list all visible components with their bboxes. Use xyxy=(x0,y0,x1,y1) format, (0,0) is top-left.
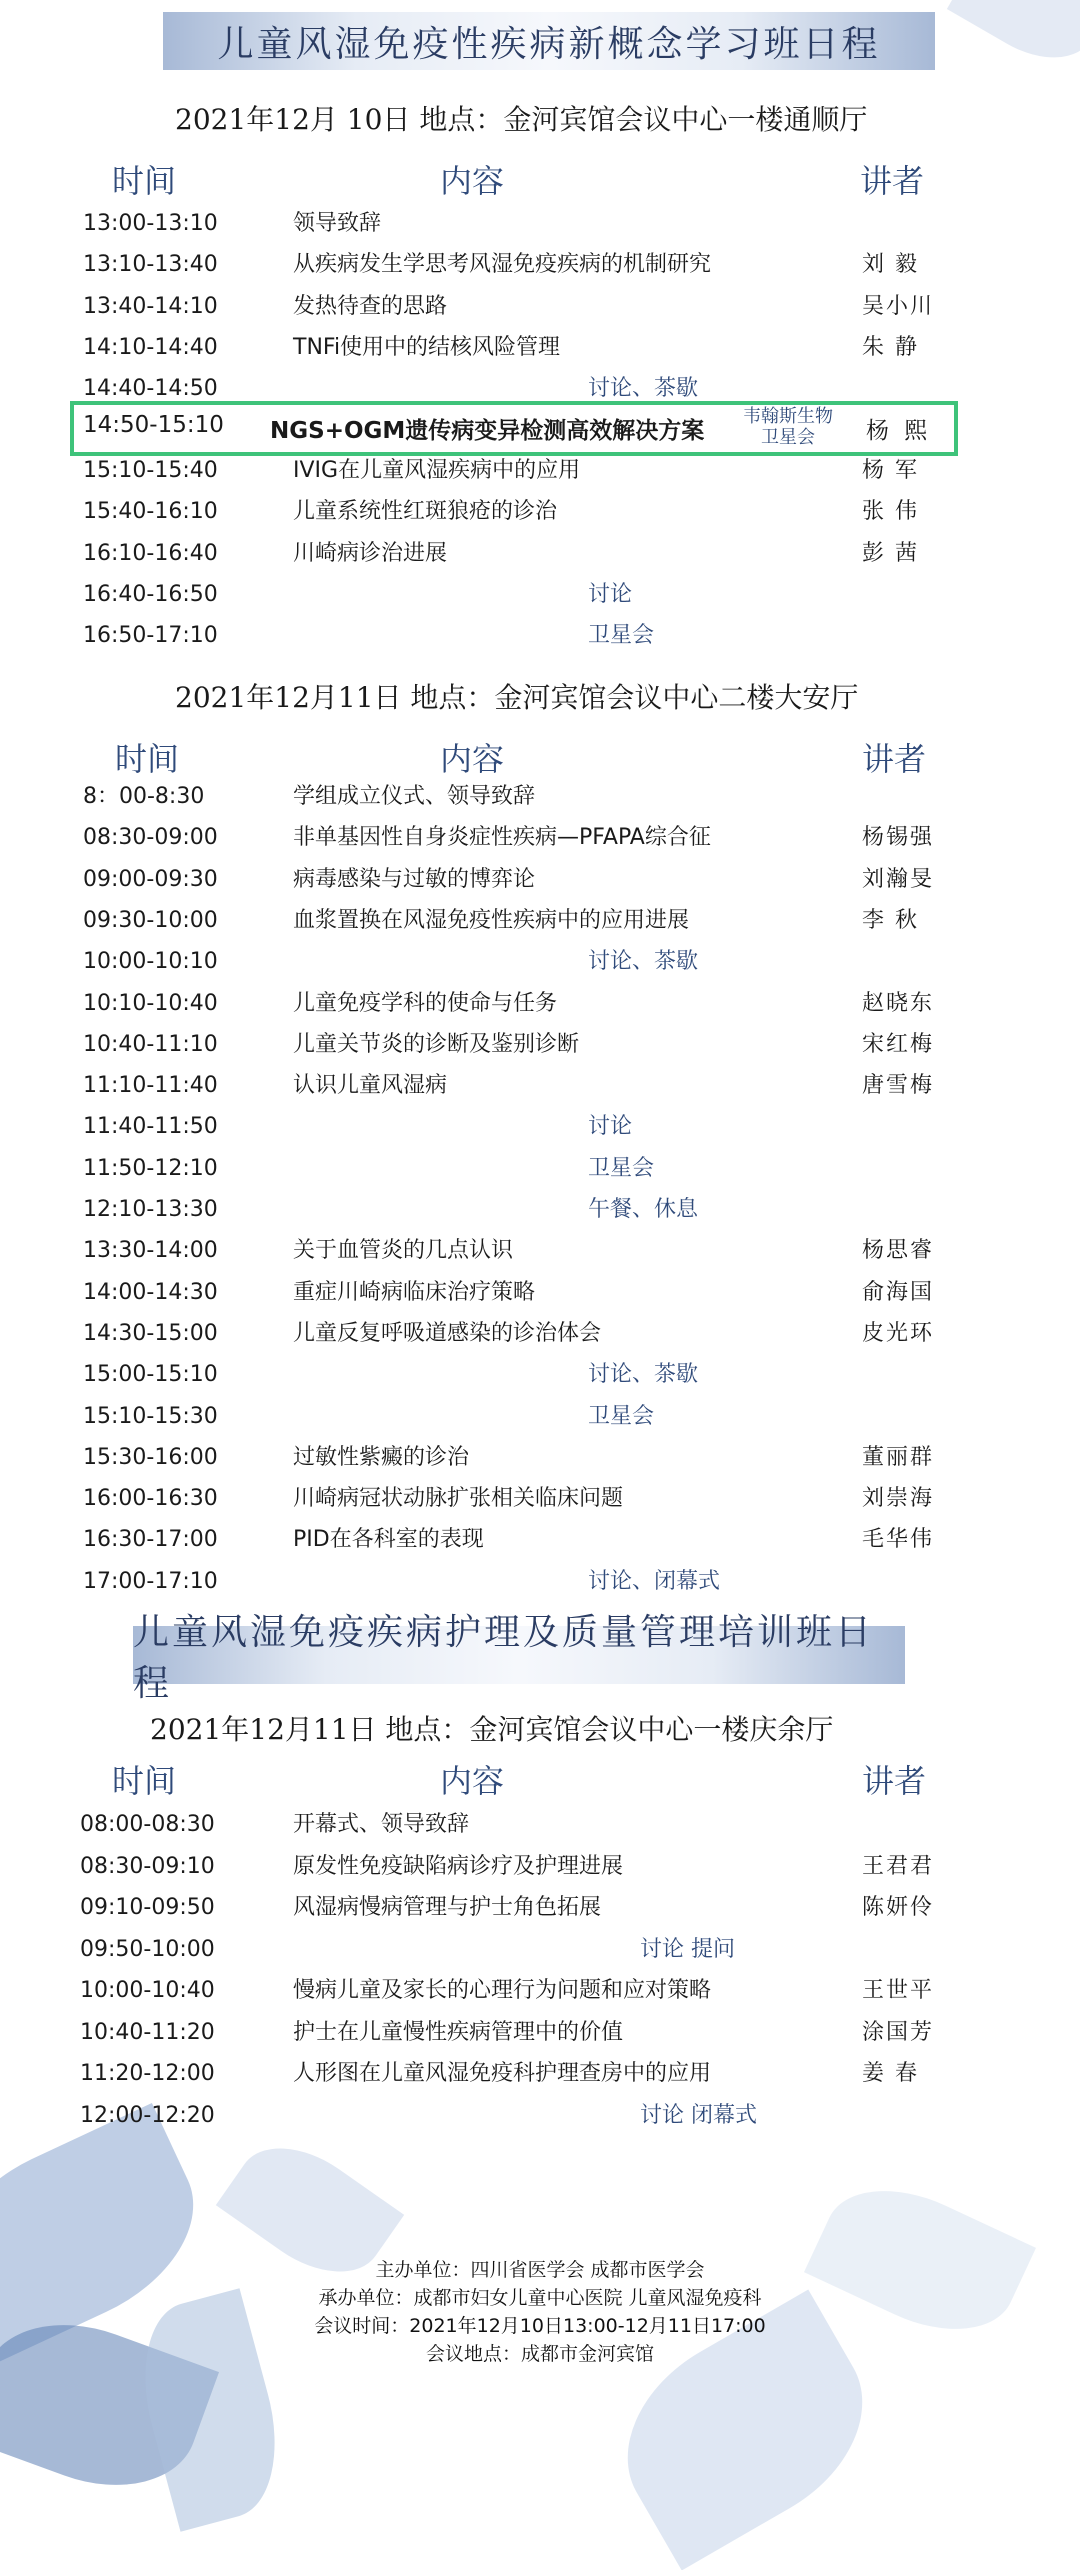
program-title-banner: 儿童风湿免疫疾病护理及质量管理培训班日程 xyxy=(133,1626,905,1684)
time-slot: 11:40-11:50 xyxy=(83,1114,218,1140)
column-header-speaker: 讲者 xyxy=(860,162,925,200)
topic: 病毒感染与过敏的博弈论 xyxy=(293,866,536,892)
session-break: 卫星会 xyxy=(588,1403,655,1429)
time-slot: 15:30-16:00 xyxy=(83,1444,218,1470)
time-slot: 16:00-16:30 xyxy=(83,1486,218,1512)
footer-info xyxy=(0,2256,1080,2368)
schedule-row xyxy=(0,205,1080,243)
speaker: 吴小川 xyxy=(862,293,935,319)
session-break: 卫星会 xyxy=(588,623,655,649)
schedule-row xyxy=(0,1026,1080,1064)
schedule-row xyxy=(0,493,1080,531)
schedule-row xyxy=(0,861,1080,899)
day1-header: 2021年12月 10日 地点：金河宾馆会议中心一楼通顺厅 xyxy=(175,103,868,136)
topic: 川崎病冠状动脉扩张相关临床问题 xyxy=(293,1486,624,1512)
column-header-content: 内容 xyxy=(440,740,505,778)
time-slot: 16:30-17:00 xyxy=(83,1527,218,1553)
topic: PID在各科室的表现 xyxy=(293,1527,484,1553)
speaker: 朱 静 xyxy=(862,334,919,360)
time-slot: 10:10-10:40 xyxy=(83,990,218,1016)
topic: 开幕式、领导致辞 xyxy=(293,1812,470,1837)
schedule-row xyxy=(0,1191,1080,1229)
topic: 重症川崎病临床治疗策略 xyxy=(293,1279,536,1305)
time-slot: 15:00-15:10 xyxy=(83,1362,218,1388)
topic: 过敏性紫癜的诊治 xyxy=(293,1444,470,1470)
schedule-row xyxy=(0,2014,1080,2052)
topic: 儿童关节炎的诊断及鉴别诊断 xyxy=(293,1031,580,1057)
speaker: 毛华伟 xyxy=(862,1527,935,1553)
schedule-row xyxy=(0,2097,1080,2135)
schedule-row xyxy=(0,1439,1080,1477)
speaker: 陈妍伶 xyxy=(862,1895,935,1920)
schedule-row xyxy=(0,1972,1080,2010)
decorative-leaf xyxy=(947,0,1080,79)
program2-header: 2021年12月11日 地点：金河宾馆会议中心一楼庆余厅 xyxy=(150,1713,834,1746)
speaker: 王君君 xyxy=(862,1853,935,1879)
speaker: 杨 军 xyxy=(862,458,919,483)
topic: 非单基因性自身炎症性疾病—PFAPA综合征 xyxy=(293,825,711,851)
topic: 儿童免疫学科的使命与任务 xyxy=(293,990,558,1016)
topic: 慢病儿童及家长的心理行为问题和应对策略 xyxy=(293,1978,712,2003)
time-slot: 15:10-15:40 xyxy=(83,458,218,483)
schedule-row xyxy=(0,1274,1080,1312)
time-slot: 10:40-11:10 xyxy=(83,1031,218,1057)
schedule-row xyxy=(0,1150,1080,1188)
time-slot: 08:30-09:10 xyxy=(80,1853,215,1879)
time-slot: 12:10-13:30 xyxy=(83,1197,218,1222)
schedule-row xyxy=(0,1480,1080,1518)
schedule-row xyxy=(0,1108,1080,1146)
topic: 认识儿童风湿病 xyxy=(293,1073,448,1099)
time-slot: 15:40-16:10 xyxy=(83,499,218,525)
schedule-row xyxy=(0,1315,1080,1353)
time-slot: 14:10-14:40 xyxy=(83,334,218,360)
session-topic: NGS+OGM遗传病变异检测高效解决方案 xyxy=(270,418,705,444)
time-slot: 09:30-10:00 xyxy=(83,907,218,933)
time-slot: 14:30-15:00 xyxy=(83,1320,218,1346)
schedule-row xyxy=(0,535,1080,573)
schedule-row xyxy=(0,1521,1080,1559)
session-break: 讨论 闭幕式 xyxy=(640,2102,757,2128)
session-break: 午餐、休息 xyxy=(588,1197,699,1222)
column-header-content: 内容 xyxy=(440,1762,505,1800)
time-slot: 08:00-08:30 xyxy=(80,1812,215,1837)
time-slot: 11:20-12:00 xyxy=(80,2061,215,2086)
schedule-row xyxy=(0,902,1080,940)
speaker: 唐雪梅 xyxy=(862,1073,935,1099)
time-slot: 17:00-17:10 xyxy=(83,1568,218,1594)
topic: 从疾病发生学思考风湿免疫疾病的机制研究 xyxy=(293,252,712,278)
schedule-row xyxy=(0,617,1080,655)
time-slot: 09:50-10:00 xyxy=(80,1936,215,1962)
column-header-time: 时间 xyxy=(112,1762,177,1800)
session-break: 卫星会 xyxy=(588,1155,655,1181)
session-break: 讨论、茶歇 xyxy=(588,949,699,975)
speaker: 宋红梅 xyxy=(862,1031,935,1057)
time-slot: 09:00-09:30 xyxy=(83,866,218,892)
topic: 人形图在儿童风湿免疫科护理查房中的应用 xyxy=(293,2061,712,2086)
time-slot: 16:50-17:10 xyxy=(83,623,218,649)
session-break: 讨论 提问 xyxy=(640,1936,735,1962)
session-break: 讨论、茶歇 xyxy=(588,376,699,402)
footer-time: 会议时间：2021年12月10日13:00-12月11日17:00 xyxy=(314,2315,766,2337)
column-header-speaker: 讲者 xyxy=(862,740,927,778)
time-slot: 12:00-12:20 xyxy=(80,2102,215,2128)
time-slot: 13:40-14:10 xyxy=(83,293,218,319)
time-slot: 14:40-14:50 xyxy=(83,376,218,402)
time-slot: 11:50-12:10 xyxy=(83,1155,218,1181)
topic: 川崎病诊治进展 xyxy=(293,540,448,566)
speaker: 杨锡强 xyxy=(862,825,935,851)
schedule-row xyxy=(0,1848,1080,1886)
session-time: 14:50-15:10 xyxy=(83,412,224,438)
column-header-content: 内容 xyxy=(440,162,505,200)
schedule-row xyxy=(0,819,1080,857)
schedule-row xyxy=(0,246,1080,284)
schedule-row xyxy=(0,1232,1080,1270)
topic: 护士在儿童慢性疾病管理中的价值 xyxy=(293,2019,624,2045)
time-slot: 13:00-13:10 xyxy=(83,211,218,236)
time-slot: 8：00-8:30 xyxy=(83,784,205,809)
time-slot: 08:30-09:00 xyxy=(83,825,218,851)
time-slot: 14:00-14:30 xyxy=(83,1279,218,1305)
schedule-row xyxy=(0,452,1080,490)
speaker: 俞海国 xyxy=(862,1279,935,1305)
time-slot: 10:00-10:40 xyxy=(80,1978,215,2003)
time-slot: 15:10-15:30 xyxy=(83,1403,218,1429)
column-header-time: 时间 xyxy=(112,162,177,200)
time-slot: 11:10-11:40 xyxy=(83,1073,218,1099)
schedule-row xyxy=(0,2055,1080,2093)
topic: 原发性免疫缺陷病诊疗及护理进展 xyxy=(293,1853,624,1879)
topic: 领导致辞 xyxy=(293,211,382,236)
topic: TNFi使用中的结核风险管理 xyxy=(293,334,561,360)
speaker: 涂国芳 xyxy=(862,2019,935,2045)
schedule-row xyxy=(0,1356,1080,1394)
day2-header: 2021年12月11日 地点：金河宾馆会议中心二楼大安厅 xyxy=(175,681,859,714)
schedule-row xyxy=(0,288,1080,326)
speaker: 赵晓东 xyxy=(862,990,935,1016)
topic: 儿童系统性红斑狼疮的诊治 xyxy=(293,499,558,525)
schedule-row xyxy=(0,1931,1080,1969)
program-title-banner: 儿童风湿免疫性疾病新概念学习班日程 xyxy=(163,12,935,70)
time-slot: 13:30-14:00 xyxy=(83,1238,218,1264)
session-break: 讨论、闭幕式 xyxy=(588,1568,721,1594)
topic: 风湿病慢病管理与护士角色拓展 xyxy=(293,1895,602,1920)
schedule-row xyxy=(0,1806,1080,1844)
session-cohost: 韦翰斯生物 卫星会 xyxy=(743,406,833,448)
speaker: 皮光环 xyxy=(862,1320,935,1346)
schedule-row xyxy=(0,1889,1080,1927)
speaker: 刘 毅 xyxy=(862,252,919,278)
schedule-row xyxy=(0,943,1080,981)
schedule-row xyxy=(0,778,1080,816)
speaker: 彭 茜 xyxy=(862,540,919,566)
time-slot: 09:10-09:50 xyxy=(80,1895,215,1920)
speaker: 董丽群 xyxy=(862,1444,935,1470)
topic: 学组成立仪式、领导致辞 xyxy=(293,784,536,809)
schedule-row xyxy=(0,1563,1080,1601)
schedule-row xyxy=(0,985,1080,1023)
footer-host: 承办单位：成都市妇女儿童中心医院 儿童风湿免疫科 xyxy=(318,2287,762,2309)
speaker: 姜 春 xyxy=(862,2061,919,2086)
schedule-row xyxy=(0,329,1080,367)
topic: 血浆置换在风湿免疫性疾病中的应用进展 xyxy=(293,907,690,933)
session-break: 讨论 xyxy=(588,581,633,607)
speaker: 刘崇海 xyxy=(862,1486,935,1512)
time-slot: 10:00-10:10 xyxy=(83,949,218,975)
speaker: 李 秋 xyxy=(862,907,919,933)
speaker: 刘瀚旻 xyxy=(862,866,935,892)
time-slot: 16:10-16:40 xyxy=(83,540,218,566)
schedule-row xyxy=(0,1398,1080,1436)
time-slot: 10:40-11:20 xyxy=(80,2019,215,2045)
column-header-time: 时间 xyxy=(115,740,180,778)
topic: 儿童反复呼吸道感染的诊治体会 xyxy=(293,1320,602,1346)
time-slot: 13:10-13:40 xyxy=(83,252,218,278)
speaker: 杨思睿 xyxy=(862,1238,935,1264)
schedule-row xyxy=(0,1067,1080,1105)
speaker: 张 伟 xyxy=(862,499,919,525)
topic: 关于血管炎的几点认识 xyxy=(293,1238,514,1264)
session-break: 讨论、茶歇 xyxy=(588,1362,699,1388)
schedule-row xyxy=(0,576,1080,614)
session-speaker: 杨 熙 xyxy=(866,418,932,444)
column-header-speaker: 讲者 xyxy=(862,1762,927,1800)
footer-venue: 会议地点：成都市金河宾馆 xyxy=(425,2343,654,2365)
topic: 发热待查的思路 xyxy=(293,293,448,319)
time-slot: 16:40-16:50 xyxy=(83,581,218,607)
topic: IVIG在儿童风湿疾病中的应用 xyxy=(293,458,581,483)
speaker: 王世平 xyxy=(862,1978,935,2003)
footer-organizer: 主办单位：四川省医学会 成都市医学会 xyxy=(375,2259,705,2281)
session-break: 讨论 xyxy=(588,1114,633,1140)
